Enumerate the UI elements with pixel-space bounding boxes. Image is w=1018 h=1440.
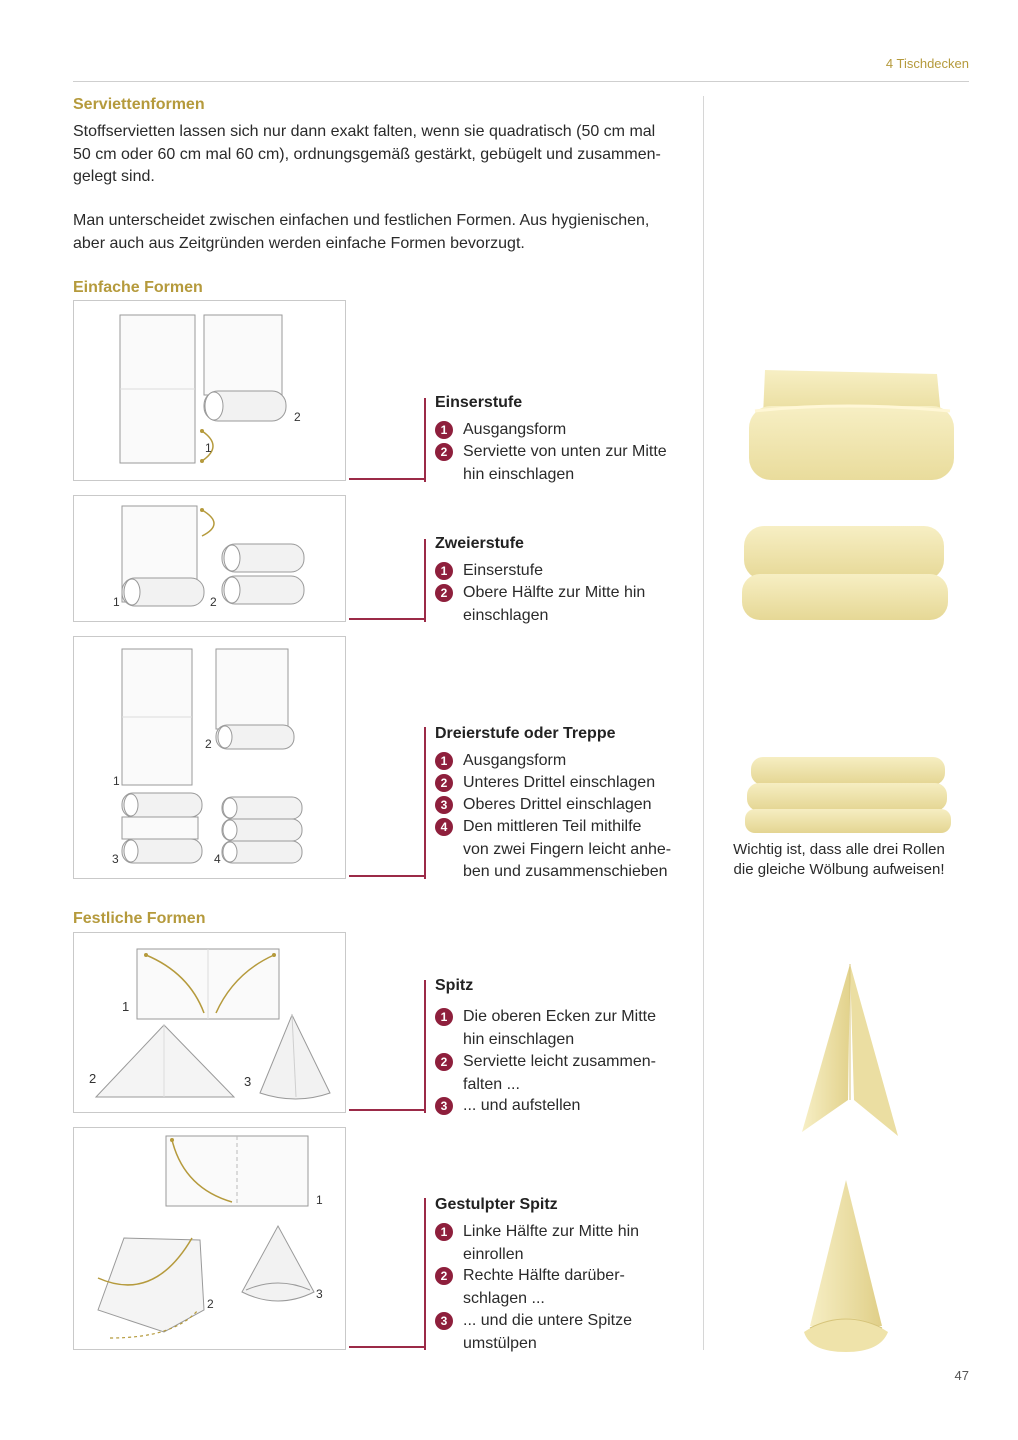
bracket-line: [424, 1198, 426, 1350]
diagram-zweierstufe: [73, 495, 346, 622]
diagram-label: 1: [205, 441, 212, 455]
diagram-label: 1: [113, 595, 120, 609]
diagram-label: 1: [122, 999, 130, 1014]
text-line: Man unterscheidet zwischen einfachen und festlichen Formen. Aus hygienischen,: [73, 212, 650, 229]
step-item: [440, 1310, 632, 1355]
step-text: Ausgangsform: [463, 421, 567, 438]
step-item: [440, 1265, 625, 1310]
step-text: ben und zusammenschieben: [463, 863, 668, 880]
step-number-badge: 3: [435, 1097, 453, 1115]
step-text: ... und aufstellen: [463, 1097, 581, 1114]
bracket-tail: [349, 618, 426, 620]
step-title: Zweierstufe: [435, 535, 524, 552]
diagram-label: 2: [207, 1297, 214, 1311]
note-text: [722, 840, 956, 880]
diagram-label: 3: [316, 1287, 323, 1301]
diagram-label: 4: [214, 852, 221, 866]
step-text: schlagen ...: [463, 1289, 545, 1307]
section-heading-festliche-formen: Festliche Formen: [73, 910, 206, 927]
text-line: Stoffservietten lassen sich nur dann exakt falten, wenn sie quadratisch (50 cm mal: [73, 123, 656, 140]
bracket-line: [424, 398, 426, 482]
step-number-badge: 2: [435, 774, 453, 792]
step-text: hin einschlagen: [463, 1030, 575, 1048]
intro-paragraph-2: [73, 210, 683, 255]
diagram-label: 3: [244, 1074, 252, 1089]
bracket-line: [424, 539, 426, 622]
step-item: [440, 1006, 656, 1051]
bracket-line: [424, 980, 426, 1113]
step-text: ... und die untere Spitze: [463, 1312, 632, 1329]
step-text: Unteres Drittel einschlagen: [463, 774, 656, 791]
text-line: 50 cm oder 60 cm mal 60 cm), ordnungsgemäß gestärkt, gebügelt und zusammen-: [73, 145, 661, 163]
text-line: gelegt sind.: [73, 168, 155, 185]
step-item: [440, 560, 544, 583]
step-number-badge: 2: [435, 1053, 453, 1071]
diagram-label: 1: [316, 1193, 323, 1207]
step-number-badge: 3: [435, 1312, 453, 1330]
photo-gestulpter-spitz: [800, 1176, 892, 1354]
step-number-badge: 1: [435, 1008, 453, 1026]
step-title: Dreierstufe oder Treppe: [435, 725, 616, 742]
note-line: Wichtig ist, dass alle drei Rollen: [733, 841, 945, 858]
step-item: [440, 816, 672, 884]
step-item: [440, 1221, 640, 1266]
page-number: 47: [954, 1368, 969, 1383]
step-text: Die oberen Ecken zur Mitte: [463, 1008, 656, 1025]
bracket-tail: [349, 1346, 426, 1348]
step-text: hin einschlagen: [463, 465, 575, 483]
step-item: [440, 1095, 581, 1118]
photo-zweierstufe: [740, 524, 950, 624]
step-text: Serviette leicht zusammen-: [463, 1053, 656, 1070]
diagram-dreierstufe: [73, 636, 346, 879]
step-text: Oberes Drittel einschlagen: [463, 796, 652, 813]
bracket-tail: [349, 1109, 426, 1111]
intro-paragraph-1: [73, 121, 683, 189]
step-text: einrollen: [463, 1245, 524, 1263]
photo-einserstufe: [745, 366, 957, 484]
column-divider: [703, 96, 704, 1350]
step-text: Linke Hälfte zur Mitte hin: [463, 1223, 640, 1240]
step-number-badge: 1: [435, 562, 453, 580]
step-text: Obere Hälfte zur Mitte hin: [463, 584, 646, 601]
photo-dreierstufe: [745, 755, 955, 835]
step-title: Spitz: [435, 977, 474, 994]
bracket-tail: [349, 875, 426, 877]
step-number-badge: 1: [435, 1223, 453, 1241]
step-item: [440, 750, 567, 773]
step-item: [440, 441, 667, 486]
bracket-tail: [349, 478, 426, 480]
step-text: umstülpen: [463, 1334, 537, 1352]
diagram-label: 1: [113, 774, 120, 788]
diagram-label: 2: [210, 595, 217, 609]
step-title: Gestulpter Spitz: [435, 1196, 558, 1213]
step-title: Einserstufe: [435, 394, 523, 411]
step-text: von zwei Fingern leicht anhe-: [463, 840, 672, 858]
step-text: einschlagen: [463, 606, 549, 624]
note-line: die gleiche Wölbung aufweisen!: [733, 861, 945, 878]
step-text: Rechte Hälfte darüber-: [463, 1267, 625, 1284]
chapter-header: 4 Tischdecken: [885, 56, 969, 71]
step-number-badge: 2: [435, 584, 453, 602]
step-item: [440, 582, 646, 627]
diagram-einserstufe: [73, 300, 346, 481]
section-heading-einfache-formen: Einfache Formen: [73, 279, 203, 296]
header-divider: [73, 81, 969, 82]
text-line: aber auch aus Zeitgründen werden einfache Formen bevorzugt.: [73, 234, 525, 252]
step-number-badge: 2: [435, 1267, 453, 1285]
step-text: Serviette von unten zur Mitte: [463, 443, 667, 460]
diagram-label: 3: [112, 852, 119, 866]
step-number-badge: 3: [435, 796, 453, 814]
diagram-spitz: [73, 932, 346, 1113]
step-number-badge: 4: [435, 818, 453, 836]
step-text: Ausgangsform: [463, 752, 567, 769]
step-item: [440, 1051, 656, 1096]
diagram-label: 2: [89, 1071, 97, 1086]
bracket-line: [424, 727, 426, 879]
step-item: [440, 772, 656, 795]
step-text: Einserstufe: [463, 562, 544, 579]
diagram-label: 2: [294, 410, 301, 424]
step-text: falten ...: [463, 1075, 520, 1093]
step-text: Den mittleren Teil mithilfe: [463, 818, 642, 835]
photo-spitz: [798, 960, 902, 1140]
step-number-badge: 1: [435, 421, 453, 439]
diagram-gestulpter-spitz: [73, 1127, 346, 1350]
step-number-badge: 1: [435, 752, 453, 770]
step-number-badge: 2: [435, 443, 453, 461]
section-heading-serviettenformen: Serviettenformen: [73, 96, 205, 113]
step-item: [440, 419, 567, 442]
step-item: [440, 794, 652, 817]
diagram-label: 2: [205, 737, 212, 751]
